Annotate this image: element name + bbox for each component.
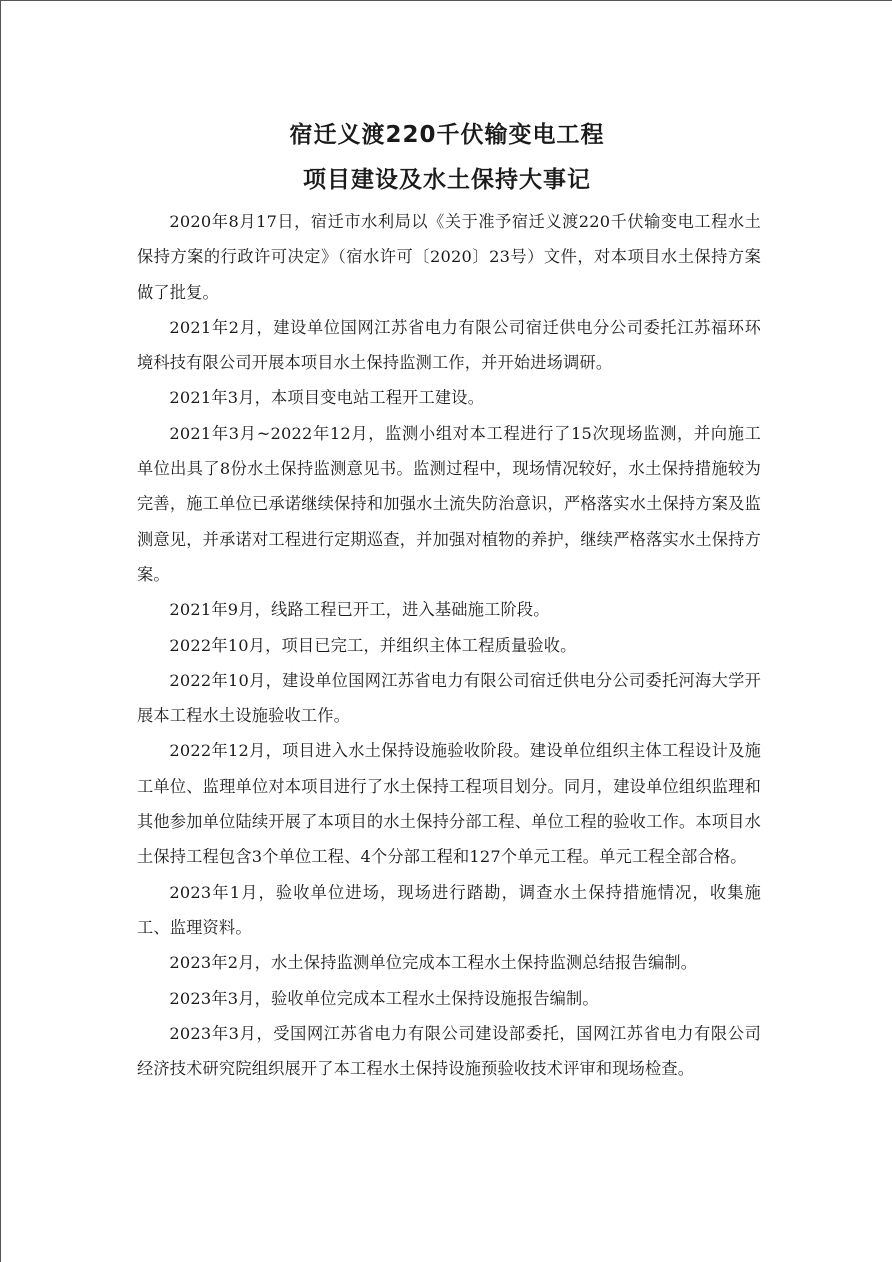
document-title: 宿迁义渡220千伏输变电工程 [289,122,605,148]
paragraph: 2021年3月~2022年12月，监测小组对本工程进行了15次现场监测，并向施工单位出具了8份水土保持监测意见书。监测过程中，现场情况较好，水土保持措施较为完善，施工单位已承诺继续保持和加强水土流失防治意识，严格落实水土保持方案及监测意见，并承诺对工程进行定期巡查，并加强对植物的养护，继续严格落实水土保持方案。 [137,423,761,584]
paragraph: 2021年9月，线路工程已开工，进入基础施工阶段。 [169,600,550,620]
paragraph: 2020年8月17日，宿迁市水利局以《关于准予宿迁义渡220千伏输变电工程水土保持方案的行政许可决定》（宿水许可〔2020〕23号）文件，对本项目水土保持方案做了批复。 [137,212,761,302]
title-block [1,113,892,203]
paragraph: 2021年3月，本项目变电站工程开工建设。 [169,388,485,408]
paragraph: 2022年12月，项目进入水土保持设施验收阶段。建设单位组织主体工程设计及施工单位、监理单位对本项目进行了水土保持工程项目划分。同月，建设单位组织监理和其他参加单位陆续开展了本项目的水土保持分部工程、单位工程的验收工作。本项目水土保持工程包含3个单位工程、4个分部工程和127个单元工程。单元工程全部合格。 [137,741,761,867]
paragraph: 2021年2月，建设单位国网江苏省电力有限公司宿迁供电分公司委托江苏福环环境科技有限公司开展本项目水土保持监测工作，并开始进场调研。 [137,317,761,373]
document-body [137,204,761,1086]
paragraph: 2022年10月，建设单位国网江苏省电力有限公司宿迁供电分公司委托河海大学开展本工程水土设施验收工作。 [137,670,761,726]
paragraph: 2022年10月，项目已完工，并组织主体工程质量验收。 [169,635,577,655]
paragraph: 2023年3月，受国网江苏省电力有限公司建设部委托，国网江苏省电力有限公司经济技术研究院组织展开了本工程水土保持设施预验收技术评审和现场检查。 [137,1023,761,1079]
paragraph: 2023年3月，验收单位完成本工程水土保持设施报告编制。 [169,988,599,1008]
document-subtitle: 项目建设及水土保持大事记 [303,167,591,193]
paragraph: 2023年2月，水土保持监测单位完成本工程水土保持监测总结报告编制。 [169,953,698,973]
paragraph: 2023年1月，验收单位进场，现场进行踏勘，调查水土保持措施情况，收集施工、监理资料。 [137,882,761,937]
